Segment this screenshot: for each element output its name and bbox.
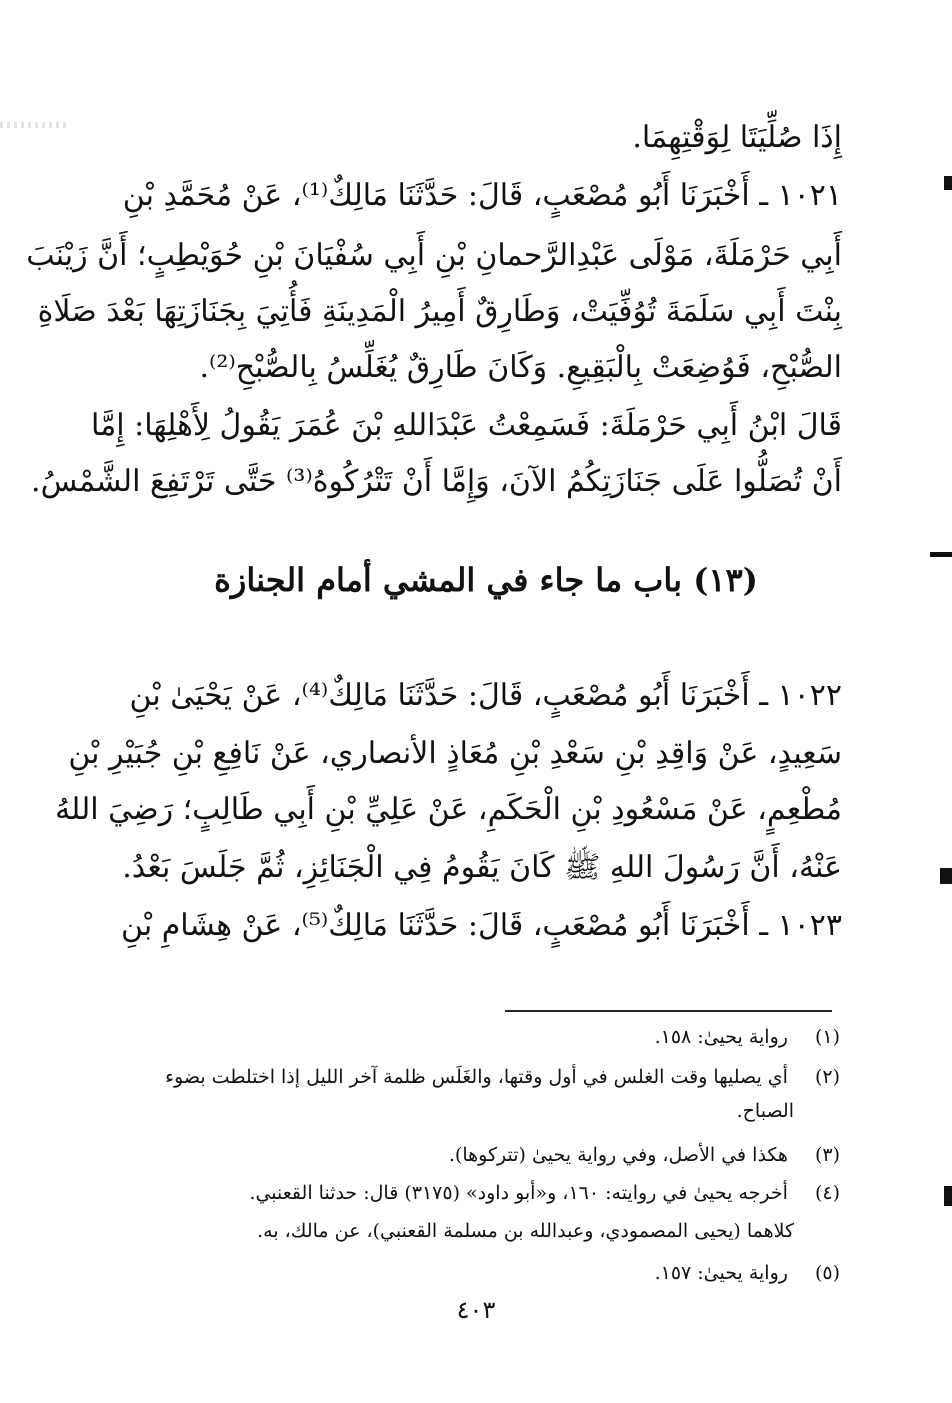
body-line: إِذَا صُلِّيَتَا لِوَقْتِهِمَا.	[632, 120, 842, 155]
footnote	[90, 1022, 840, 1052]
scan-artifact	[0, 122, 70, 128]
body-line: عَنْهُ، أَنَّ رَسُولَ اللهِ ﷺ كَانَ يَقُومُ فِي الْجَنَائِزِ، ثُمَّ جَلَسَ بَعْدُ.	[122, 850, 842, 885]
body-line: الصُّبْحِ، فَوُضِعَتْ بِالْبَقِيعِ. وَكَانَ طَارِقٌ يُغَلِّسُ بِالصُّبْحِ⁽²⁾.	[199, 350, 842, 385]
footnote	[90, 1062, 840, 1092]
body-line: قَالَ ابْنُ أَبِي حَرْمَلَةَ: فَسَمِعْتُ عَبْدَاللهِ بْنَ عُمَرَ يَقُولُ لِأَهْلِهَا: إِمَّا	[91, 408, 842, 443]
section-heading: (١٣) باب ما جاء في المشي أمام الجنازة	[214, 561, 758, 599]
body-line: أَبِي حَرْمَلَةَ، مَوْلَى عَبْدِالرَّحمانِ بْنِ أَبِي سُفْيَانَ بْنِ حُوَيْطِبٍ؛ أَنَّ زَيْنَبَ	[26, 238, 842, 273]
footnote-text: أي يصليها وقت الغلس في أول وقتها، والغَلَس ظلمة آخر الليل إذا اختلطت بضوء	[165, 1066, 788, 1088]
footnote-continuation	[90, 1096, 840, 1126]
body-line: بِنْتَ أَبِي سَلَمَةَ تُوُفِّيَتْ، وَطَارِقٌ أَمِيرُ الْمَدِينَةِ فَأُتِيَ بِجَنَازَتِهَا بَعْدَ صَلَاةِ	[37, 294, 842, 329]
footnote-separator	[505, 1010, 832, 1012]
body-line: أَنْ تُصَلُّوا عَلَى جَنَازَتِكُمُ الآنَ، وَإِمَّا أَنْ تَتْرُكُوهُ⁽³⁾ حَتَّى تَرْتَفِعَ الشَّمْسُ.	[31, 464, 842, 499]
footnote	[90, 1140, 840, 1170]
footnote-number: (٥)	[814, 1262, 840, 1284]
footnote-number: (٣)	[814, 1144, 840, 1166]
body-line: مُطْعِمٍ، عَنْ مَسْعُودِ بْنِ الْحَكَمِ، عَنْ عَلِيِّ بْنِ أَبِي طَالِبٍ؛ رَضِيَ اللهُ	[55, 792, 842, 827]
margin-mark	[930, 552, 952, 557]
footnote-number: (٢)	[814, 1066, 840, 1088]
footnote-text: رواية يحيىٰ: ١٥٨.	[654, 1026, 788, 1048]
footnote-text: أخرجه يحيىٰ في روايته: ١٦٠، و«أبو داود» (٣١٧٥) قال: حدثنا القعنبي.	[249, 1182, 788, 1204]
footnote-text: كلاهما (يحيى المصمودي، وعبدالله بن مسلمة القعنبي)، عن مالك، به.	[257, 1220, 794, 1242]
footnote-text: هكذا في الأصل، وفي رواية يحيىٰ (تتركوها).	[448, 1144, 788, 1166]
body-line: سَعِيدٍ، عَنْ وَاقِدِ بْنِ سَعْدِ بْنِ مُعَاذٍ الأنصاري، عَنْ نَافِعِ بْنِ جُبَيْرِ بْنِ	[68, 736, 842, 771]
footnote-number: (١)	[814, 1026, 840, 1048]
footnote-number: (٤)	[814, 1182, 840, 1204]
footnote-text: الصباح.	[736, 1100, 794, 1122]
margin-mark	[944, 176, 952, 190]
margin-mark	[940, 868, 952, 884]
footnote	[90, 1178, 840, 1208]
margin-mark	[944, 1186, 952, 1206]
body-line: ١٠٢٢ ـ أَخْبَرَنَا أَبُو مُصْعَبٍ، قَالَ: حَدَّثَنَا مَالِكٌ⁽⁴⁾، عَنْ يَحْيَىٰ بْنِ	[129, 678, 842, 713]
body-line: ١٠٢٣ ـ أَخْبَرَنَا أَبُو مُصْعَبٍ، قَالَ: حَدَّثَنَا مَالِكٌ⁽⁵⁾، عَنْ هِشَامِ بْنِ	[121, 908, 842, 943]
footnote-continuation	[90, 1216, 840, 1246]
footnote-text: رواية يحيىٰ: ١٥٧.	[654, 1262, 788, 1284]
page-number: ٤٠٣	[456, 1296, 496, 1324]
body-line: ١٠٢١ ـ أَخْبَرَنَا أَبُو مُصْعَبٍ، قَالَ: حَدَّثَنَا مَالِكٌ⁽¹⁾، عَنْ مُحَمَّدِ بْنِ	[122, 178, 842, 213]
footnote	[90, 1258, 840, 1288]
